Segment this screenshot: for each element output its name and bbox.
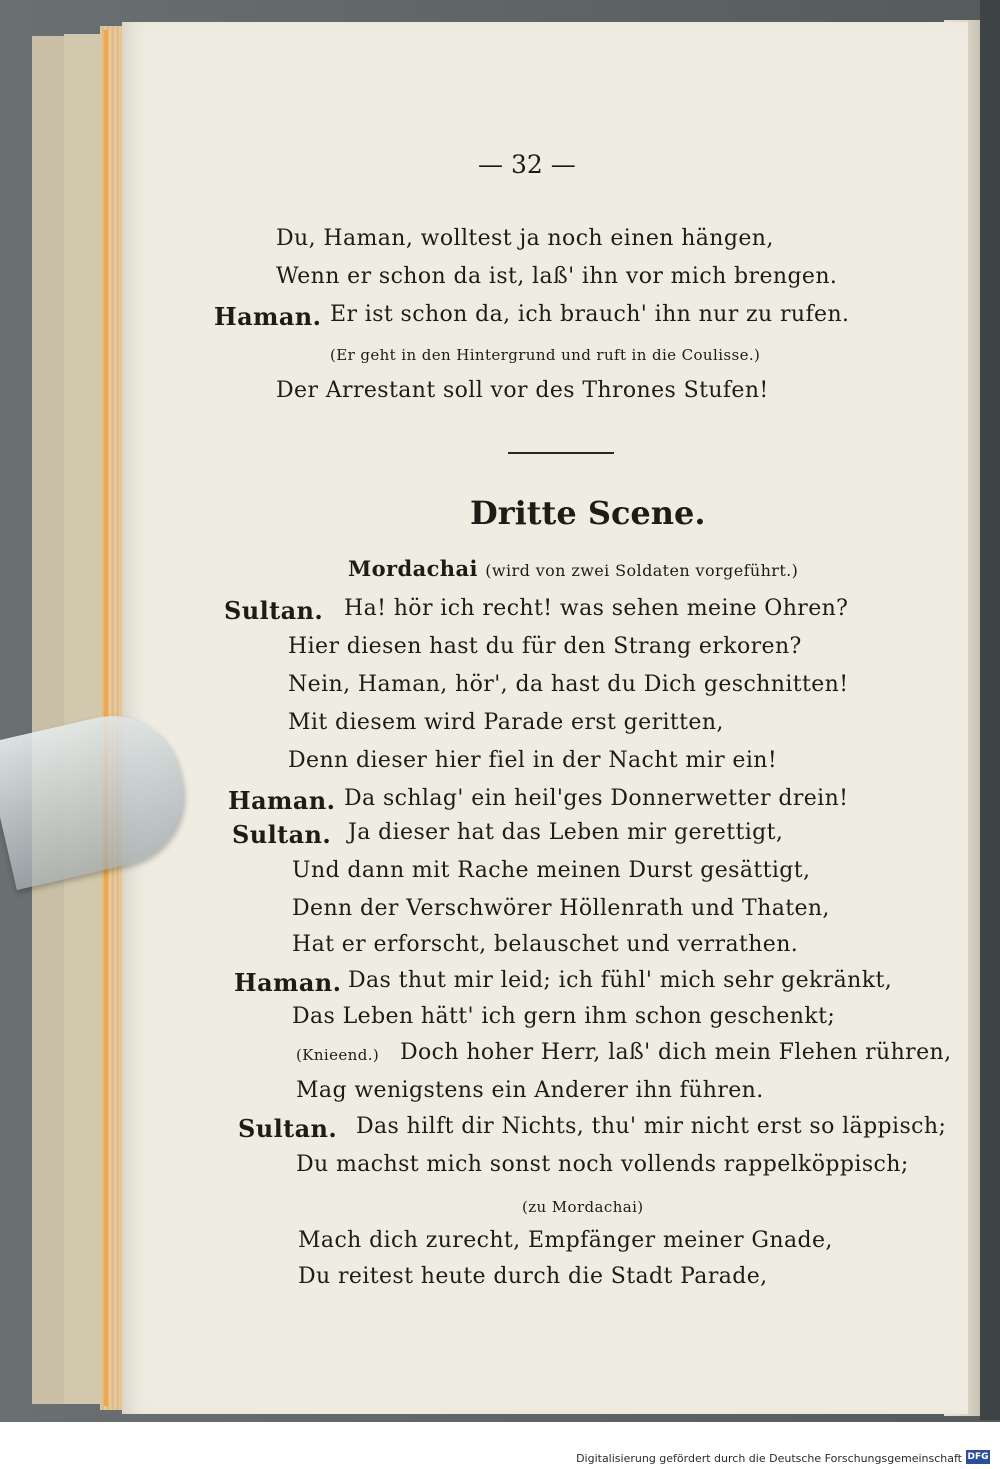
speaker-label: Haman. [228,786,336,815]
scan-border-right [980,0,1000,1420]
verse-line [288,634,802,659]
verse-line [292,1004,835,1029]
verse-line [224,596,323,625]
verse-line [288,748,777,773]
verse-line [296,1078,764,1103]
stage-direction [522,1198,644,1216]
verse-line [348,820,783,845]
section-rule [508,452,614,454]
verse-line [288,710,724,735]
line-text: Mag wenigstens ein Anderer ihn führen. [296,1078,764,1103]
line-text: Denn dieser hier fiel in der Nacht mir ein! [288,748,778,773]
verse-line [214,302,321,331]
line-text: Mach dich zurecht, Empfänger meiner Gnade, [298,1228,833,1253]
verse-line [276,226,774,251]
line-text: Wenn er schon da ist, laß' ihn vor mich brengen. [276,264,838,289]
scene-title: Dritte Scene. [470,494,706,532]
character-entrance [348,556,798,582]
line-text: Du, Haman, wolltest ja noch einen hängen, [276,226,774,251]
page-number: — 32 — [478,150,576,179]
verse-line [400,1040,951,1065]
line-text: Doch hoher Herr, laß' dich mein Flehen rühren, [400,1040,952,1065]
verse-line [344,596,848,621]
speaker-label: Haman. [234,968,342,997]
line-text: Du reitest heute durch die Stadt Parade, [298,1264,768,1289]
line-text: (zu Mordachai) [522,1198,644,1216]
speaker-label: Haman. [214,302,322,331]
line-text: Du machst mich sonst noch vollends rappelköppisch; [296,1152,909,1177]
verse-line [238,1114,337,1143]
line-text: Denn der Verschwörer Höllenrath und Thaten, [292,896,830,921]
verse-line [356,1114,946,1139]
line-text: Ha! hör ich recht! was sehen meine Ohren? [344,596,849,621]
line-text: Nein, Haman, hör', da hast du Dich geschnitten! [288,672,849,697]
verse-line [298,1228,833,1253]
line-text: Der Arrestant soll vor des Thrones Stufen! [276,378,769,403]
verse-line [292,858,810,883]
line-text: Das hilft dir Nichts, thu' mir nicht erst so läppisch; [356,1114,947,1139]
line-text: Ja dieser hat das Leben mir gerettigt, [348,820,784,845]
speaker-label: Mordachai [348,556,478,581]
verse-line [330,302,849,327]
verse-line [292,896,830,921]
line-text: (Er geht in den Hintergrund und ruft in die Coulisse.) [330,346,761,364]
dfg-logo-icon: DFG [967,1452,989,1462]
line-text: Hat er erforscht, belauschet und verrathen. [292,932,799,957]
verse-line [234,968,341,997]
verse-line [344,786,848,811]
line-text: Das Leben hätt' ich gern ihm schon geschenkt; [292,1004,836,1029]
verse-line [276,264,837,289]
verse-line [292,932,798,957]
verse-line [348,968,892,993]
speaker-label: Sultan. [232,820,332,849]
speaker-label: Sultan. [238,1114,338,1143]
line-text: Hier diesen hast du für den Strang erkoren? [288,634,802,659]
line-text: Das thut mir leid; ich fühl' mich sehr gekränkt, [348,968,893,993]
speaker-label: Sultan. [224,596,324,625]
line-text: Da schlag' ein heil'ges Donnerwetter drein! [344,786,849,811]
line-text: (wird von zwei Soldaten vorgeführt.) [485,561,799,580]
verse-line [298,1264,768,1289]
verse-line [232,820,331,849]
line-text: Und dann mit Rache meinen Durst gesättigt, [292,858,811,883]
line-text: Mit diesem wird Parade erst geritten, [288,710,724,735]
stage-direction [330,346,760,364]
footer-credit: Digitalisierung gefördert durch die Deutsche Forschungsgemeinschaft [576,1452,962,1465]
verse-line [288,672,848,697]
stage-direction [296,1046,379,1064]
verse-line [296,1152,909,1177]
verse-line [228,786,335,815]
line-text: (Knieend.) [296,1046,380,1064]
line-text: Er ist schon da, ich brauch' ihn nur zu rufen. [330,302,850,327]
verse-line [276,378,769,403]
